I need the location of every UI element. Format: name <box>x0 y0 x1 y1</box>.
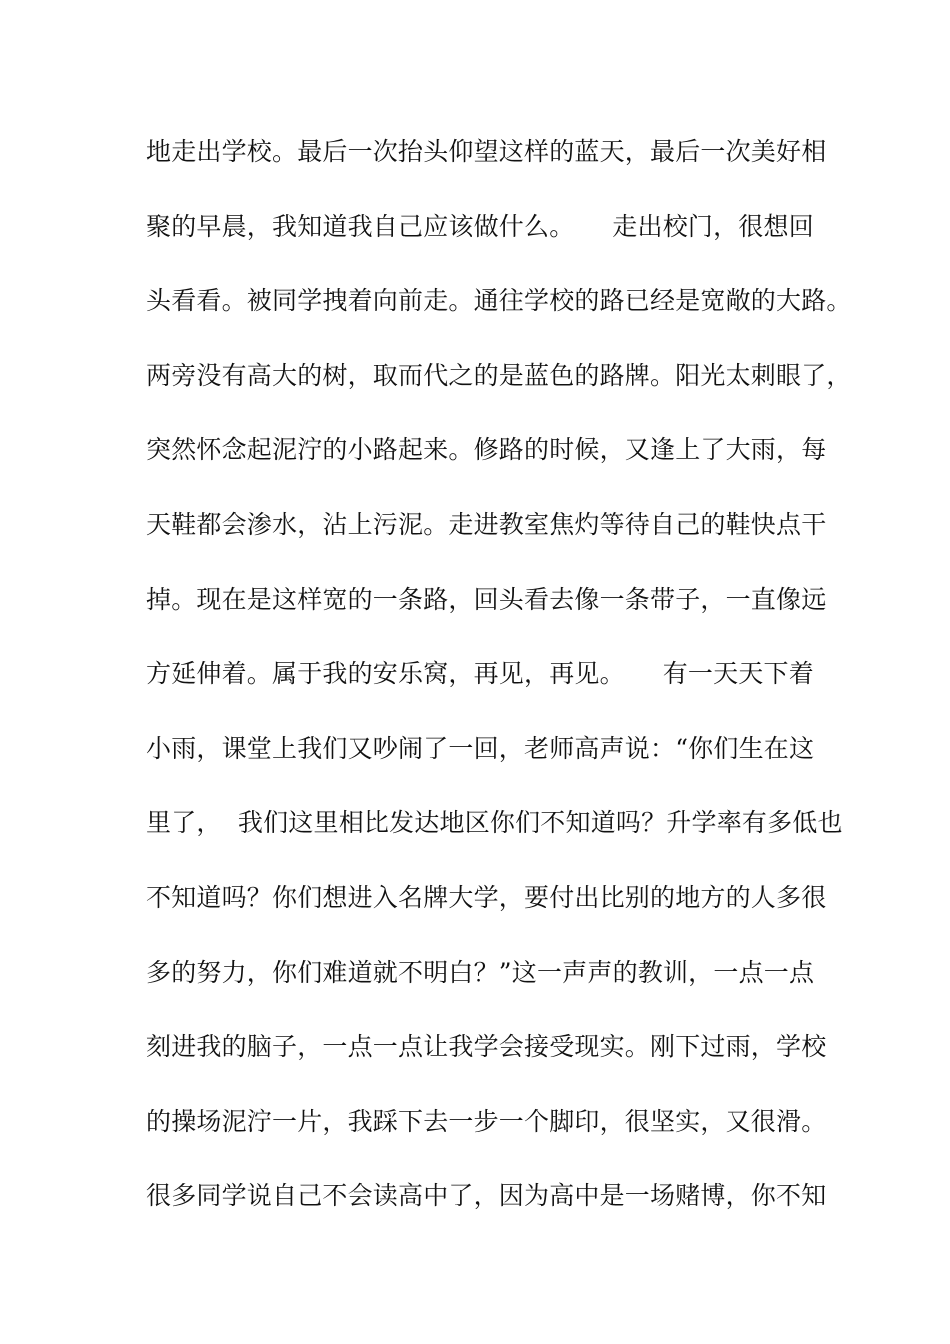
text-line: 很多同学说自己不会读高中了，因为高中是一场赌博，你不知 <box>146 1181 827 1211</box>
text-line: 不知道吗？你们想进入名牌大学，要付出比别的地方的人多很 <box>146 882 827 912</box>
essay-body <box>146 130 852 1249</box>
text-line: 地走出学校。最后一次抬头仰望这样的蓝天，最后一次美好相 <box>146 137 827 166</box>
text-line: 方延伸着。属于我的安乐窝，再见，再见。 有一天天下着 <box>146 659 814 689</box>
text-line: 聚的早晨，我知道我自己应该做什么。 走出校门，很想回 <box>146 211 814 241</box>
text-line: 掉。现在是这样宽的一条路，回头看去像一条带子，一直像远 <box>146 584 827 614</box>
text-line: 天鞋都会渗水，沾上污泥。走进教室焦灼等待自己的鞋快点干 <box>146 509 827 539</box>
text-line: 刻进我的脑子，一点一点让我学会接受现实。刚下过雨，学校 <box>146 1032 827 1062</box>
text-line: 的操场泥泞一片，我踩下去一步一个脚印，很坚实，又很滑。 <box>146 1106 827 1136</box>
text-line: 两旁没有高大的树，取而代之的是蓝色的路牌。阳光太刺眼了， <box>146 360 852 390</box>
text-line: 头看看。被同学拽着向前走。通往学校的路已经是宽敞的大路。 <box>146 286 852 316</box>
text-line: 里了， 我们这里相比发达地区你们不知道吗？升学率有多低也 <box>146 808 843 838</box>
text-line: 多的努力，你们难道就不明白？”这一声声的教训，一点一点 <box>146 957 815 987</box>
text-line: 小雨，课堂上我们又吵闹了一回，老师高声说：“你们生在这 <box>146 733 815 763</box>
text-line: 突然怀念起泥泞的小路起来。修路的时候，又逢上了大雨，每 <box>146 435 827 465</box>
